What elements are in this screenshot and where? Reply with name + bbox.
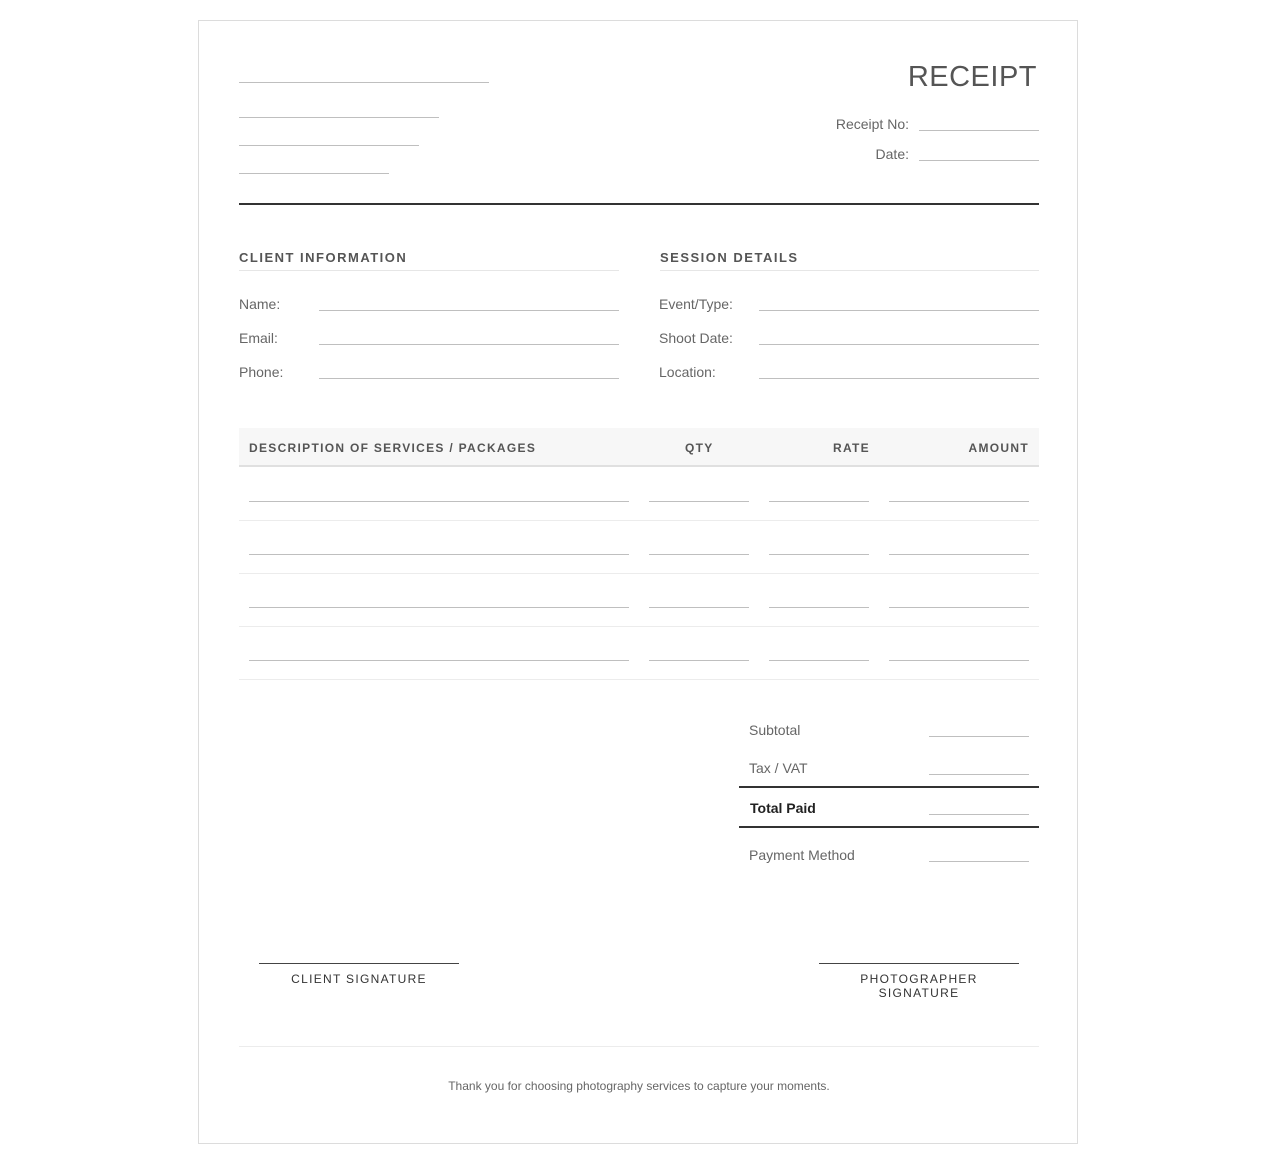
client-signature-line[interactable] <box>259 963 459 964</box>
amount-field[interactable] <box>889 554 1029 555</box>
subtotal-field[interactable] <box>929 736 1029 737</box>
qty-field[interactable] <box>649 607 749 608</box>
rate-field[interactable] <box>769 660 869 661</box>
total-bottom-rule <box>739 826 1039 828</box>
photographer-signature-label: PHOTOGRAPHER SIGNATURE <box>860 972 978 1000</box>
description-field[interactable] <box>249 554 629 555</box>
client-email-field[interactable] <box>319 344 619 345</box>
tax-label: Tax / VAT <box>749 760 808 776</box>
description-field[interactable] <box>249 607 629 608</box>
description-field[interactable] <box>249 660 629 661</box>
client-info-title: CLIENT INFORMATION <box>239 250 408 265</box>
client-name-field[interactable] <box>319 310 619 311</box>
client-email-label: Email: <box>239 330 278 346</box>
session-details-rule <box>660 270 1039 271</box>
description-field[interactable] <box>249 501 629 502</box>
amount-field[interactable] <box>889 660 1029 661</box>
amount-field[interactable] <box>889 607 1029 608</box>
business-name-line[interactable] <box>239 82 489 83</box>
location-field[interactable] <box>759 378 1039 379</box>
receipt-sheet <box>198 20 1078 1144</box>
amount-field[interactable] <box>889 501 1029 502</box>
business-contact-line[interactable] <box>239 173 389 174</box>
session-details-title: SESSION DETAILS <box>660 250 799 265</box>
payment-method-label: Payment Method <box>749 847 855 863</box>
subtotal-label: Subtotal <box>749 722 801 738</box>
qty-header: QTY <box>685 441 714 455</box>
photographer-signature-line[interactable] <box>819 963 1019 964</box>
date-label: Date: <box>875 146 909 162</box>
total-top-rule <box>739 786 1039 788</box>
table-row-separator <box>239 679 1039 680</box>
footer-divider <box>239 1046 1039 1047</box>
qty-field[interactable] <box>649 501 749 502</box>
qty-field[interactable] <box>649 554 749 555</box>
receipt-no-label: Receipt No: <box>835 116 909 132</box>
client-signature-label: CLIENT SIGNATURE <box>291 972 427 986</box>
tax-field[interactable] <box>929 774 1029 775</box>
header-divider <box>239 203 1039 205</box>
payment-method-field[interactable] <box>929 861 1029 862</box>
receipt-no-field[interactable] <box>919 130 1039 131</box>
receipt-title: RECEIPT <box>907 61 1037 93</box>
table-row-separator <box>239 626 1039 627</box>
client-info-rule <box>239 270 619 271</box>
total-paid-field[interactable] <box>929 814 1029 815</box>
rate-field[interactable] <box>769 554 869 555</box>
description-header: DESCRIPTION OF SERVICES / PACKAGES <box>249 441 537 455</box>
event-type-label: Event/Type: <box>659 296 733 312</box>
shoot-date-label: Shoot Date: <box>659 330 733 346</box>
table-row-separator <box>239 520 1039 521</box>
table-row-separator <box>239 573 1039 574</box>
rate-header: RATE <box>833 441 870 455</box>
footer-note: Thank you for choosing photography services to capture your moments. <box>448 1079 830 1093</box>
qty-field[interactable] <box>649 660 749 661</box>
amount-header: AMOUNT <box>968 441 1029 455</box>
client-name-label: Name: <box>239 296 281 312</box>
event-type-field[interactable] <box>759 310 1039 311</box>
services-table-header <box>239 428 1039 467</box>
rate-field[interactable] <box>769 501 869 502</box>
business-city-line[interactable] <box>239 145 419 146</box>
business-address-line[interactable] <box>239 117 439 118</box>
date-field[interactable] <box>919 160 1039 161</box>
shoot-date-field[interactable] <box>759 344 1039 345</box>
location-label: Location: <box>659 364 716 380</box>
client-phone-label: Phone: <box>239 364 284 380</box>
rate-field[interactable] <box>769 607 869 608</box>
total-paid-label: Total Paid <box>750 800 816 816</box>
client-phone-field[interactable] <box>319 378 619 379</box>
